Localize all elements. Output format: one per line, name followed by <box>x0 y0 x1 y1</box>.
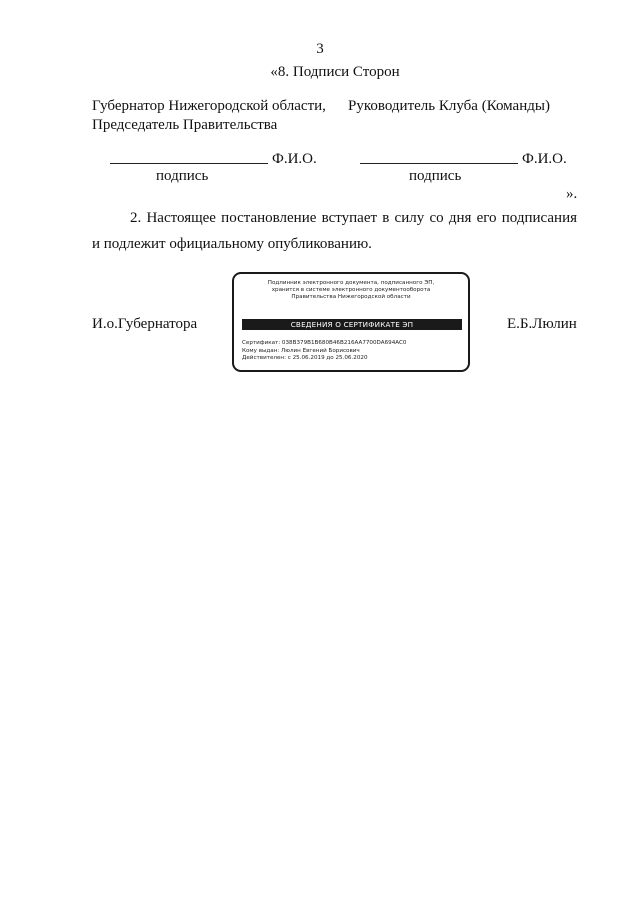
signatory-title: И.о.Губернатора <box>92 316 198 332</box>
fio-label-left: Ф.И.О. <box>272 151 317 167</box>
signature-caption-left: подпись <box>156 168 209 184</box>
signature-caption-right: подпись <box>409 168 462 184</box>
stamp-header-line1: Подлинник электронного документа, подписанного ЭП, <box>267 280 435 286</box>
signature-line-right <box>360 163 518 164</box>
stamp-certificate-banner: СВЕДЕНИЯ О СЕРТИФИКАТЕ ЭП <box>242 319 462 330</box>
stamp-header-line2: хранится в системе электронного документооборота <box>271 287 431 293</box>
signatory-name: Е.Б.Люлин <box>507 316 577 332</box>
stamp-certificate-number: Сертификат: 038B379B1B680B46B216AA7700DA694AC0 <box>242 340 407 346</box>
right-party-title: Руководитель Клуба (Команды) <box>348 98 550 114</box>
closing-quote: ». <box>566 186 578 202</box>
stamp-details <box>242 340 406 363</box>
paragraph-line-2: и подлежит официальному опубликованию. <box>92 236 372 252</box>
stamp-header-line3: Правительства Нижегородской области <box>291 294 411 300</box>
stamp-validity: Действителен: с 25.06.2019 до 25.06.2020 <box>242 355 368 361</box>
left-party-title-line1: Губернатор Нижегородской области, <box>92 98 326 114</box>
section-title: «8. Подписи Сторон <box>270 64 400 80</box>
paragraph-line-1: 2. Настоящее постановление вступает в силу со дня его подписания <box>130 210 577 226</box>
left-party-title-line2: Председатель Правительства <box>92 117 278 133</box>
electronic-signature-stamp <box>232 272 470 372</box>
stamp-issued-to: Кому выдан: Люлин Евгений Борисович <box>242 347 360 354</box>
fio-label-right: Ф.И.О. <box>522 151 567 167</box>
signature-line-left <box>110 163 268 164</box>
stamp-header <box>234 280 468 301</box>
page-number: 3 <box>316 41 324 57</box>
